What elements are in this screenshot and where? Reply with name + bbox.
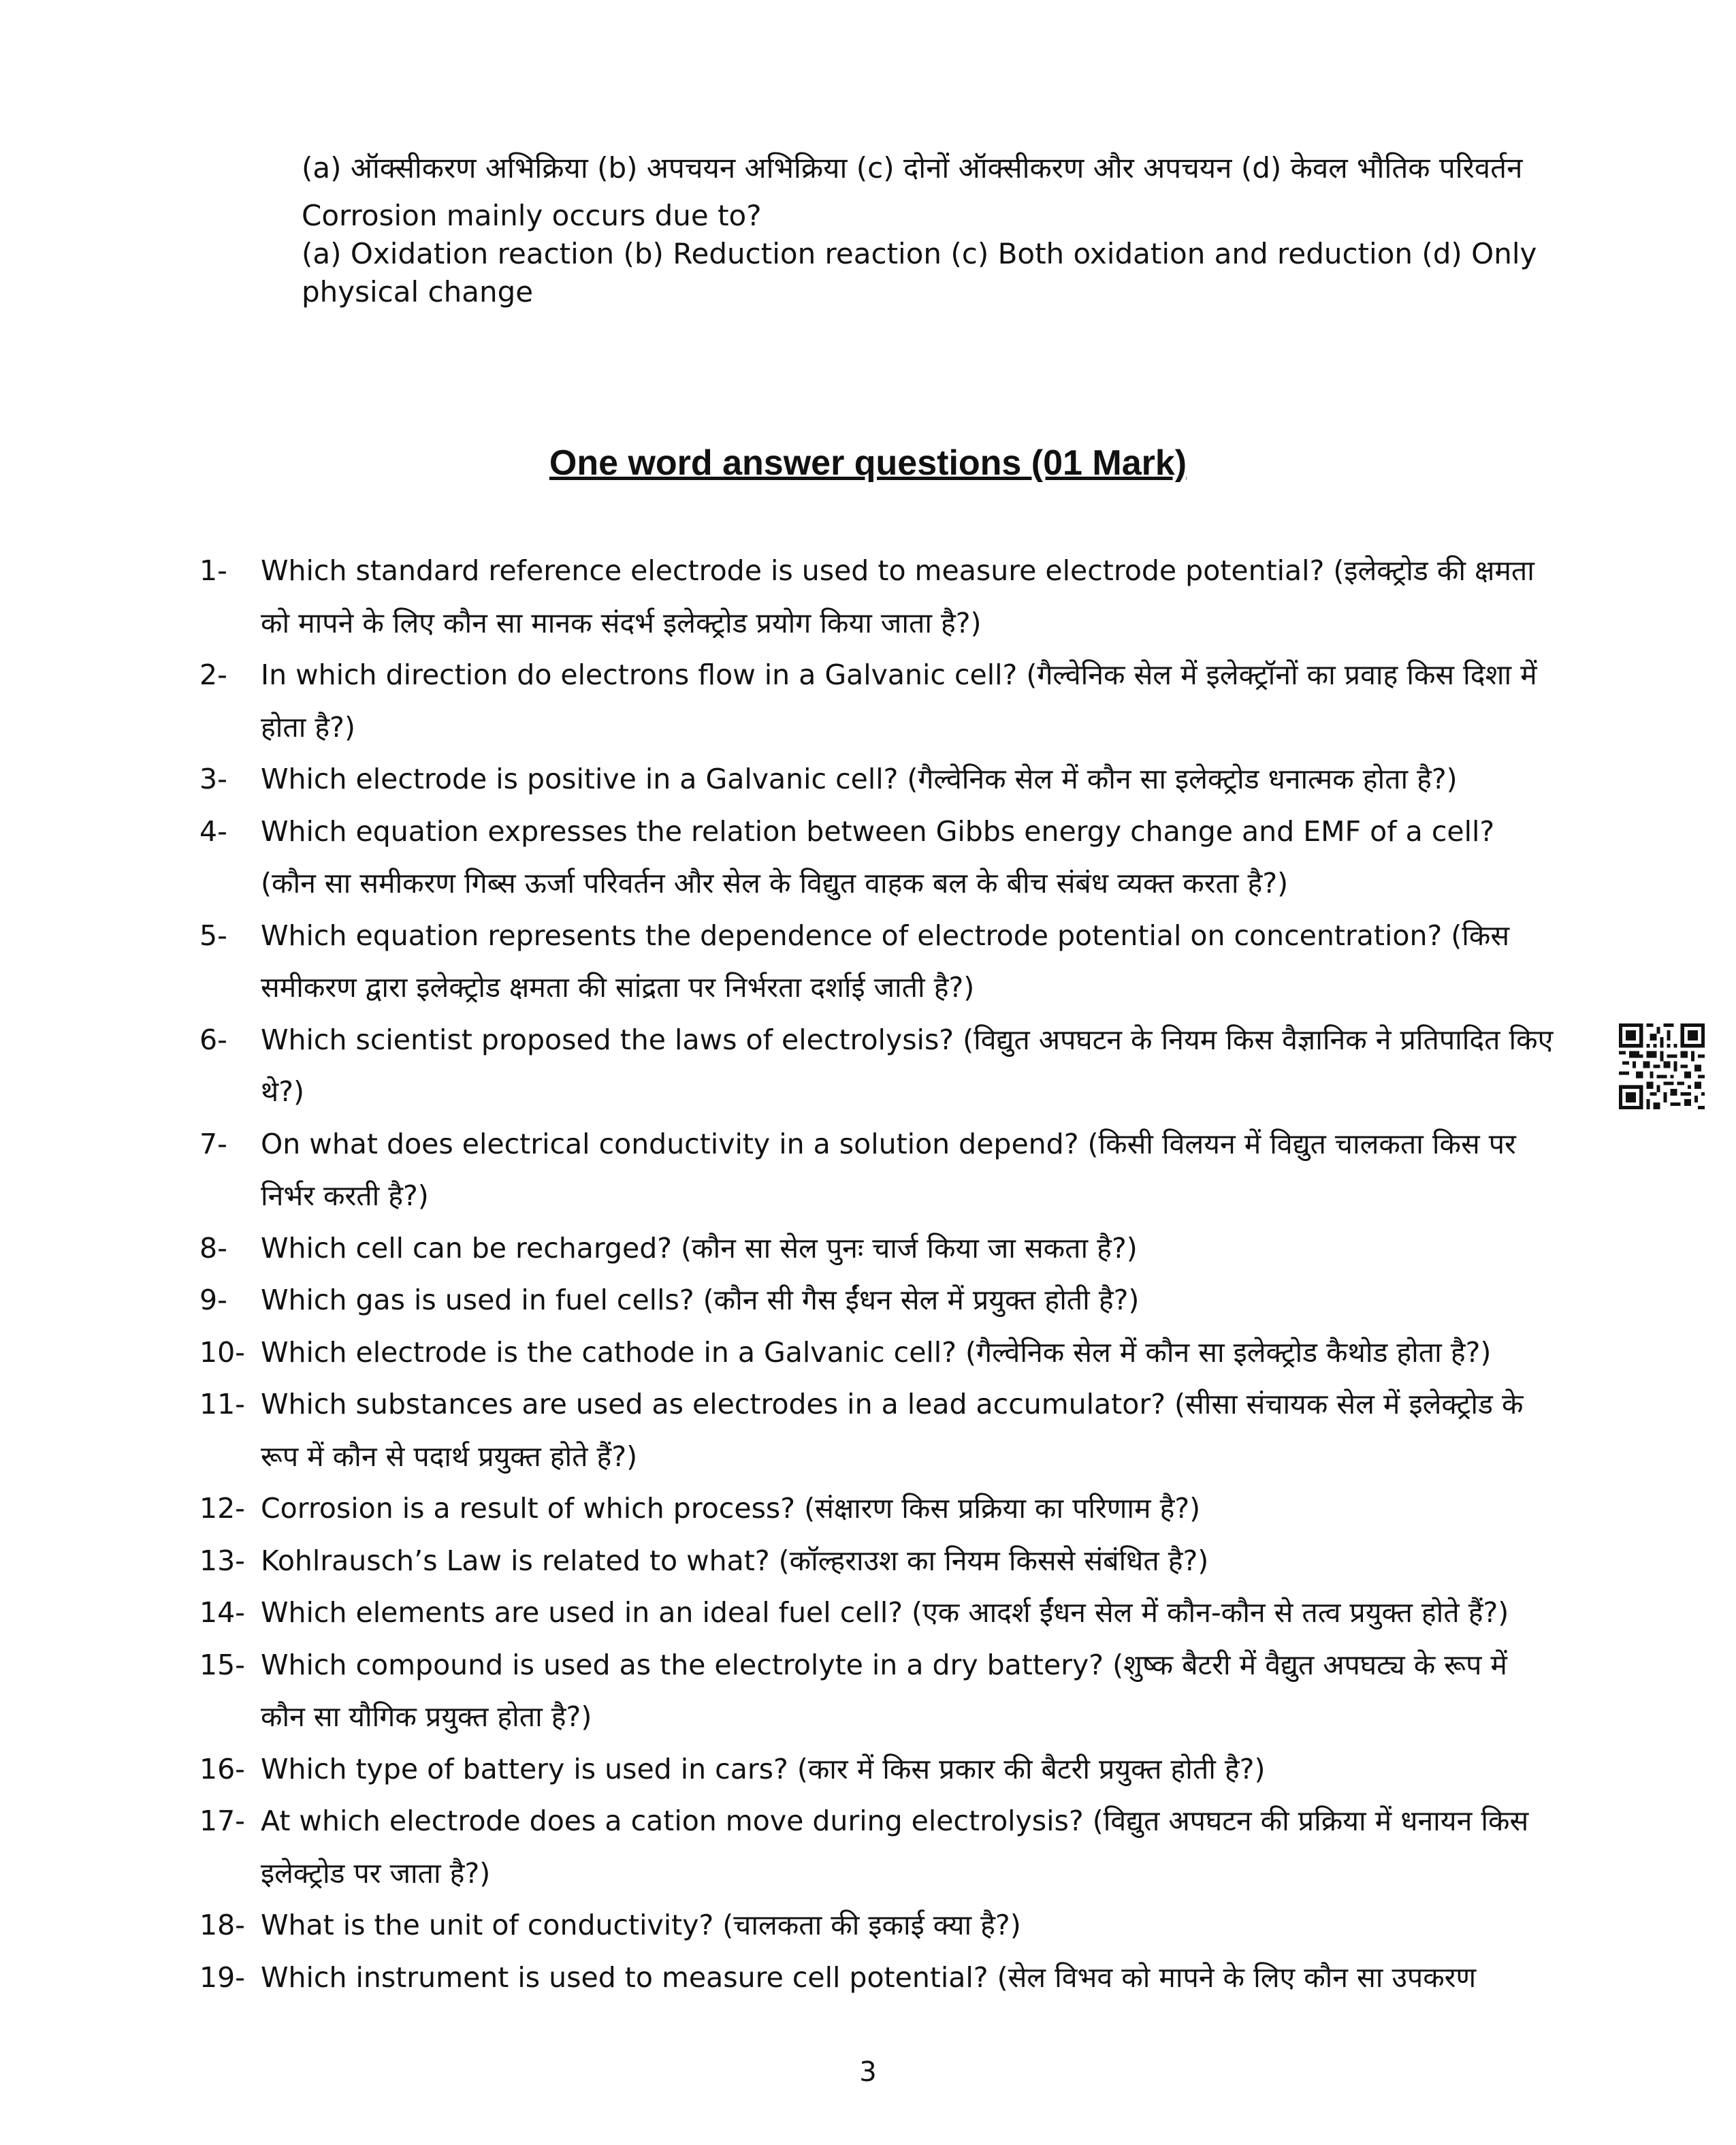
question-item [199,806,1554,910]
question-text: On what does electrical conductivity in a solution depend? (किसी विलयन में विद्युत चालकता किस पर निर्भर करती है?) [261,1127,1516,1212]
question-item [199,1587,1554,1639]
question-number: 18- [199,1909,245,1941]
question-item [199,753,1554,806]
question-number: 4- [199,814,227,848]
question-item [199,1274,1554,1326]
question-number: 10- [199,1335,245,1369]
qr-code-icon [1619,1023,1705,1109]
question-english: Corrosion mainly occurs due to? [302,199,762,232]
question-number: 13- [199,1544,245,1577]
question-text: Kohlrausch’s Law is related to what? (कॉल्हराउश का नियम किससे संबंधित है?) [261,1544,1209,1577]
question-number: 14- [199,1596,245,1629]
question-number: 6- [199,1023,227,1056]
question-item [199,1743,1554,1796]
options-english: (a) Oxidation reaction (b) Reduction reaction (c) Both oxidation and reduction (d) Only physical change [302,237,1537,308]
question-item [199,1535,1554,1587]
question-number: 19- [199,1960,245,1994]
question-item [199,1118,1554,1222]
question-number: 9- [199,1284,227,1316]
question-item [199,649,1554,753]
question-text: What is the unit of conductivity? (चालकता की इकाई क्या है?) [261,1909,1021,1941]
options-hindi: (a) ऑक्सीकरण अभिक्रिया (b) अपचयन अभिक्रिया (c) दोनों ऑक्सीकरण और अपचयन (d) केवल भौतिक परिवर्तन [302,151,1523,185]
question-item [199,1014,1554,1118]
question-item [199,1639,1554,1743]
question-number: 5- [199,919,227,952]
question-text: Which electrode is the cathode in a Galvanic cell? (गैल्वेनिक सेल में कौन सा इलेक्ट्रोड कैथोड होता है?) [261,1335,1492,1369]
question-item [199,1222,1554,1275]
page-number: 3 [859,2056,877,2088]
question-item [199,1795,1554,1899]
question-number: 1- [199,554,227,587]
question-text: Corrosion is a result of which process? (संक्षारण किस प्रक्रिया का परिणाम है?) [261,1492,1201,1525]
question-number: 2- [199,658,227,691]
question-text: Which equation represents the dependence of electrode potential on concentration? (किस समीकरण द्वारा इलेक्ट्रोड क्षमता की सांद्रता पर निर्भरता दर्शाई जाती है?) [261,919,1510,1004]
question-text: Which standard reference electrode is used to measure electrode potential? (इलेक्ट्रोड की क्षमता को मापने के लिए कौन सा मानक संदर्भ इलेक्ट्रोड प्रयोग किया जाता है?) [261,554,1534,639]
question-text: At which electrode does a cation move during electrolysis? (विद्युत अपघटन की प्रक्रिया में धनायन किस इलेक्ट्रोड पर जाता है?) [261,1805,1529,1890]
question-item [199,1378,1554,1482]
question-number: 7- [199,1127,227,1160]
question-item [199,1482,1554,1535]
question-number: 16- [199,1752,245,1785]
question-text: Which type of battery is used in cars? (कार में किस प्रकार की बैटरी प्रयुक्त होती है?) [261,1752,1266,1785]
question-list [199,545,1554,2003]
question-item [199,1326,1554,1379]
question-number: 17- [199,1805,245,1837]
question-item [199,1899,1554,1952]
question-text: Which gas is used in fuel cells? (कौन सी गैस ईंधन सेल में प्रयुक्त होती है?) [261,1284,1140,1316]
previous-question-continuation [302,140,1547,311]
question-item [199,545,1554,649]
question-number: 8- [199,1231,227,1265]
question-number: 3- [199,763,227,795]
question-text: Which cell can be recharged? (कौन सा सेल पुनः चार्ज किया जा सकता है?) [261,1231,1138,1265]
question-item [199,1952,1554,2004]
question-text: In which direction do electrons flow in a Galvanic cell? (गैल्वेनिक सेल में इलेक्ट्रॉनों का प्रवाह किस दिशा में होता है?) [261,658,1537,744]
question-text: Which compound is used as the electrolyte in a dry battery? (शुष्क बैटरी में वैद्युत अपघट्य के रूप में कौन सा यौगिक प्रयुक्त होता है?) [261,1648,1507,1733]
question-number: 12- [199,1492,245,1525]
question-text: Which substances are used as electrodes in a lead accumulator? (सीसा संचायक सेल में इलेक्ट्रोड के रूप में कौन से पदार्थ प्रयुक्त होते हैं?) [261,1388,1524,1473]
question-item [199,910,1554,1014]
question-number: 15- [199,1648,245,1681]
question-text: Which elements are used in an ideal fuel cell? (एक आदर्श ईंधन सेल में कौन-कौन से तत्व प्रयुक्त होते हैं?) [261,1596,1509,1629]
question-text: Which electrode is positive in a Galvanic cell? (गैल्वेनिक सेल में कौन सा इलेक्ट्रोड धनात्मक होता है?) [261,763,1458,795]
question-text: Which instrument is used to measure cell potential? (सेल विभव को मापने के लिए कौन सा उपकरण [261,1960,1477,1994]
question-text: Which equation expresses the relation between Gibbs energy change and EMF of a cell? (कौन सा समीकरण गिब्स ऊर्जा परिवर्तन और सेल के विद्युत वाहक बल के बीच संबंध व्यक्त करता है?) [261,814,1495,900]
section-heading: One word answer questions (01 Mark) [549,443,1187,483]
question-number: 11- [199,1388,245,1420]
question-text: Which scientist proposed the laws of electrolysis? (विद्युत अपघटन के नियम किस वैज्ञानिक ने प्रतिपादित किए थे?) [261,1023,1554,1108]
